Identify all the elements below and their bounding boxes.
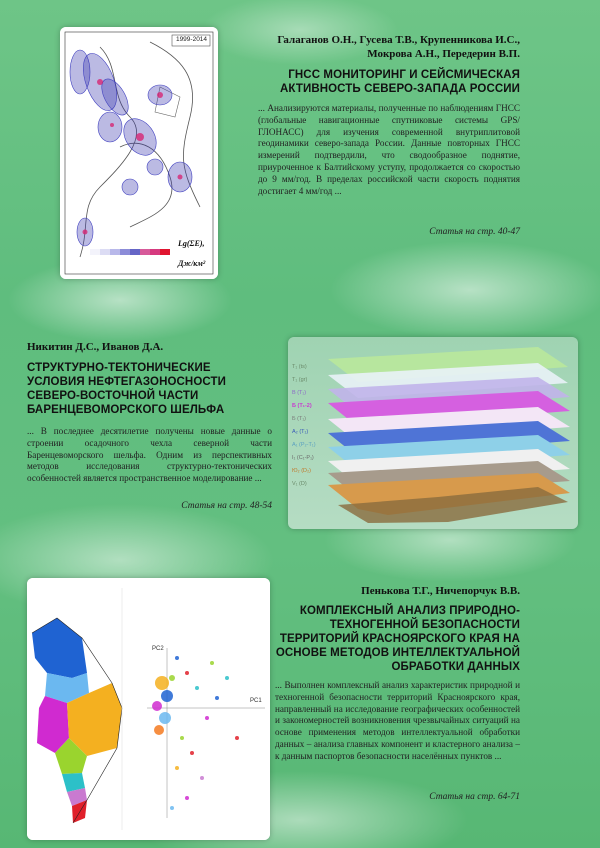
layer-label-9: V₁ (D) xyxy=(292,481,307,487)
layer-label-5: A₂ (T₁) xyxy=(292,429,309,435)
layer-label-0: T₁ (ts) xyxy=(292,364,307,370)
axis-pc2-label: PC2 xyxy=(152,646,164,652)
article3-body: ... Выполнен комплексный анализ характеристик природной и техногенной безопасности территорий Красноярского края, направленный на исследование географических особенностей и закономерностей возникновения чрезвычайных ситуаций на основе применения методов интеллектуальной обработки данных – анализа главных компонент и кластерного анализа – к данным паспортов безопасности населённых пунктов ... xyxy=(275,680,520,761)
map-legend-label-2: Дж/км² xyxy=(178,259,206,268)
article2-page-ref[interactable]: Статья на стр. 48-54 xyxy=(181,501,272,511)
article2-title-2: УСЛОВИЯ НЕФТЕГАЗОНОСНОСТИ xyxy=(27,376,226,388)
axis-pc1-label: PC1 xyxy=(250,698,262,704)
article3-authors: Пенькова Т.Г., Ничепорчук В.В. xyxy=(361,585,520,597)
article2-title-4: БАРЕНЦЕВОМОРСКОГО ШЕЛЬФА xyxy=(27,404,225,416)
article3-page-ref[interactable]: Статья на стр. 64-71 xyxy=(429,792,520,802)
layer-label-1: T₁ (gr) xyxy=(292,377,308,383)
article1-authors-1: Галаганов О.Н., Гусева Т.В., Крупенникова И.С., xyxy=(277,34,520,46)
article2-authors: Никитин Д.С., Иванов Д.А. xyxy=(27,341,164,353)
article3-title-2: ТЕХНОГЕННОЙ БЕЗОПАСНОСТИ xyxy=(329,619,520,631)
article2-title-1: СТРУКТУРНО-ТЕКТОНИЧЕСКИЕ xyxy=(27,362,211,374)
cluster-svg xyxy=(27,578,270,840)
article1-title-2: АКТИВНОСТЬ СЕВЕРО-ЗАПАДА РОССИИ xyxy=(280,83,520,95)
article1-page-ref[interactable]: Статья на стр. 40-47 xyxy=(429,227,520,237)
article3-title-3: ТЕРРИТОРИЙ КРАСНОЯРСКОГО КРАЯ НА xyxy=(279,633,520,645)
cluster-figure xyxy=(27,578,270,840)
seismic-map-figure xyxy=(60,27,218,279)
map-year-label: 1999-2014 xyxy=(175,36,208,43)
article3-title-5: ОБРАБОТКИ ДАННЫХ xyxy=(391,661,520,673)
layer-label-2: B (T₁) xyxy=(292,390,307,396)
map-legend-label-1: Lg(ΣE), xyxy=(178,239,205,248)
article3-title-4: ОСНОВЕ МЕТОДОВ ИНТЕЛЛЕКТУАЛЬНОЙ xyxy=(275,647,520,659)
layer-model-svg xyxy=(288,337,578,529)
layer-label-4: Б (T₁) xyxy=(292,416,307,422)
layer-label-8: Ю₂ (D₂) xyxy=(292,468,311,474)
article1-authors-2: Мокрова А.Н., Передерин В.П. xyxy=(367,48,520,60)
article1-body: ... Анализируются материалы, полученные по наблюдениям ГНСС (глобальные навигационные спутниковые системы GPS/ГЛОНАСС) для изучения современной внутриплитовой геодинамики северо-запада России. Данные повторных ГНСС измерений подтвердили, что сводообразное поднятие, приуроченное к Балтийскому уступу, продолжается со скоростью до 9 мм/год. В пределах российской части скорость поднятия достигает 4 мм/год ... xyxy=(258,103,520,196)
article1-title-1: ГНСС МОНИТОРИНГ И СЕЙСМИЧЕСКАЯ xyxy=(288,69,520,81)
article2-body: ... В последнее десятилетие получены новые данные о строении осадочного чехла северной части Баренцевоморского шельфа. Одним из перспективных методов исследования структурно-тектонических особенностей является пространственное моделирование ... xyxy=(27,426,272,484)
map-legend-bar xyxy=(90,249,170,255)
layer-model-figure xyxy=(288,337,578,529)
article3-title-1: КОМПЛЕКСНЫЙ АНАЛИЗ ПРИРОДНО- xyxy=(299,605,520,617)
layer-label-6: A₁ (P₂-T₁) xyxy=(292,442,316,448)
layer-label-7: I₁ (C₁-P₁) xyxy=(292,455,314,461)
layer-label-3: Б (T₁-2) xyxy=(292,403,312,409)
article2-title-3: СЕВЕРО-ВОСТОЧНОЙ ЧАСТИ xyxy=(27,390,199,402)
